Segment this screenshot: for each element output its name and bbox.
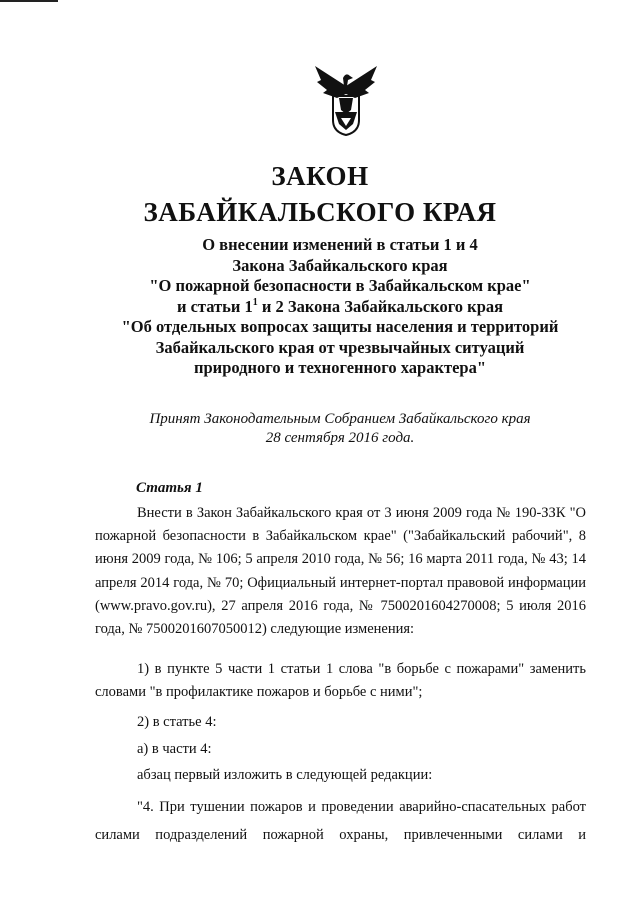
law-region-title: ЗАБАЙКАЛЬСКОГО КРАЯ xyxy=(143,197,497,227)
amendment-item-2: 2) в статье 4: xyxy=(137,714,217,730)
subtitle-line: "О пожарной безопасности в Забайкальском крае" xyxy=(149,276,531,295)
amendment-subitem-a: а) в части 4: xyxy=(137,741,212,757)
subtitle-line: Забайкальского края от чрезвычайных ситуаций xyxy=(155,337,525,357)
subtitle-text: и статьи 1 xyxy=(176,296,253,316)
law-subtitle xyxy=(60,235,620,379)
article-paragraph: Внести в Закон Забайкальского края от 3 июня 2009 года № 190-ЗЗК "О пожарной безопасности в Забайкальском крае" ("Забайкальский рабочий", 8 июня 2009 года, № 106; 5 апреля 2010 года, № 56; 16 марта 2011 года, № 43; 14 апреля 2014 года, № 70; Официальный интернет-портал правовой информации (www.pravo.gov.ru), 27 апреля 2016 года, № 7500201604270008; 5 июля 2016 года, № 7500201607050012) следующие изменения: xyxy=(95,505,586,638)
amendment-item-1: 1) в пункте 5 части 1 статьи 1 слова "в борьбе с пожарами" заменить словами "в профилактике пожаров и борьбе с ними"; xyxy=(95,661,586,701)
adoption-note xyxy=(60,410,620,448)
scan-edge-mark xyxy=(0,0,58,2)
subtitle-line xyxy=(60,297,620,318)
coat-of-arms-icon xyxy=(313,60,379,136)
subtitle-line: природного и техногенного характера" xyxy=(194,358,486,377)
amendment-subitem-text: абзац первый изложить в следующей редакции: xyxy=(137,767,433,783)
article-heading: Статья 1 xyxy=(136,480,203,496)
subtitle-text: и 2 Закона Забайкальского края xyxy=(257,296,504,316)
quoted-text: "4. При тушении пожаров и проведении аварийно-спасательных работ силами подразделений пожарной охраны, привлеченными силами и xyxy=(95,799,586,843)
law-title: ЗАКОН xyxy=(271,161,369,191)
subtitle-line: О внесении изменений в статьи 1 и 4 xyxy=(202,235,478,254)
adoption-line: Принят Законодательным Собранием Забайкальского края xyxy=(149,411,531,427)
adoption-date: 28 сентября 2016 года. xyxy=(265,430,415,446)
superscript: 1 xyxy=(252,296,258,308)
subtitle-line: "Об отдельных вопросах защиты населения и территорий xyxy=(121,317,559,336)
subtitle-line: Закона Забайкальского края xyxy=(232,255,448,275)
